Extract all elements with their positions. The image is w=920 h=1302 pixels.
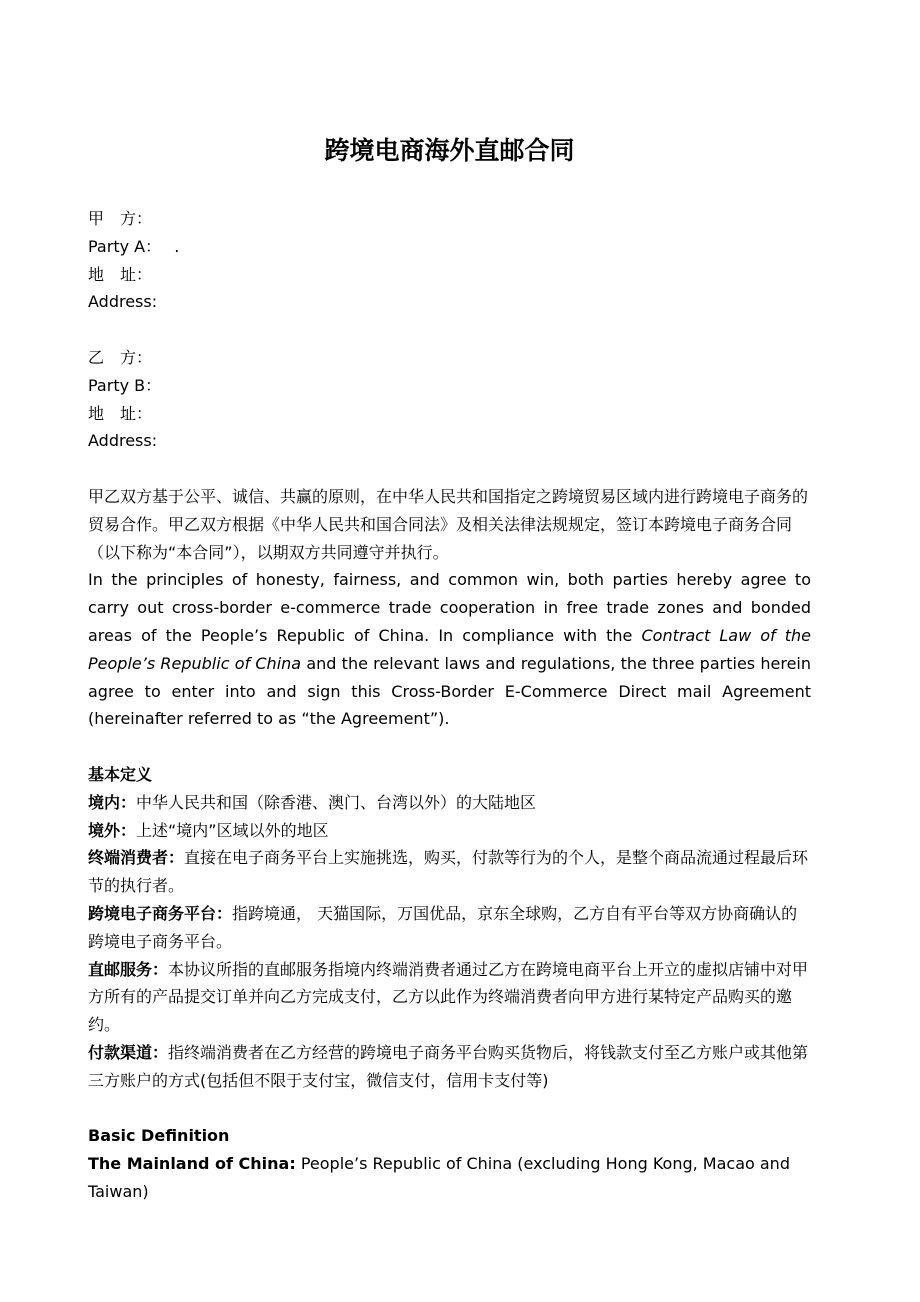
definition-text: People’s Republic of China (excluding Hong Kong, Macao and Taiwan) — [88, 1153, 790, 1201]
preamble-en-italic: Contract Law of the People’s Republic of China — [88, 625, 811, 673]
preamble-en-part2: and the relevant laws and regulations, the three parties herein agree to enter into and sign this Cross-Border E-Commerce Direct mail Agreement (hereinafter referred to as “the Agreement”). — [88, 653, 811, 729]
definition-text: 直接在电子商务平台上实施挑选，购买，付款等行为的个人，是整个商品流通过程最后环节的执行者。 — [88, 848, 809, 896]
definition-item — [88, 789, 811, 817]
definition-item — [88, 844, 811, 900]
party-a-cn-label: 甲 方： — [88, 209, 153, 228]
definitions-en-heading: Basic Definition — [88, 1126, 230, 1145]
definitions-cn-heading: 基本定义 — [88, 765, 153, 784]
preamble-cn: 甲乙双方基于公平、诚信、共赢的原则，在中华人民共和国指定之跨境贸易区域内进行跨境电子商务的贸易合作。甲乙双方根据《中华人民共和国合同法》及相关法律法规规定，签订本跨境电子商务合同（以下称为“本合同”），以期双方共同遵守并执行。 — [88, 487, 809, 562]
definition-term: 终端消费者： — [88, 848, 185, 868]
party-b-address-cn-label: 地 址： — [88, 403, 153, 423]
party-b-address-en-label: Address: — [88, 431, 158, 451]
definition-term: 直邮服务： — [88, 959, 169, 979]
party-a-address-cn-label: 地 址： — [88, 264, 153, 284]
party-b-en-label: Party B： — [88, 375, 162, 395]
definition-text: 指跨境通， 天猫国际，万国优品，京东全球购，乙方自有平台等双方协商确认的跨境电子商务平台。 — [88, 903, 798, 951]
definition-term: 跨境电子商务平台： — [88, 903, 233, 923]
document-title: 跨境电商海外直邮合同 — [324, 136, 575, 165]
definition-term: 境内： — [88, 792, 137, 812]
definition-term: 境外： — [88, 820, 137, 840]
definitions-en-section — [88, 1122, 811, 1205]
definitions-cn-section — [88, 761, 811, 1095]
definition-term: 付款渠道： — [88, 1042, 169, 1062]
preamble-en-part1: In the principles of honesty, fairness, and common win, both parties hereby agree to carry out cross-border e-commerce trade cooperation in free trade zones and bonded areas of the People’s Republic of China. In compliance with the — [88, 570, 811, 645]
party-a-en-line — [88, 233, 811, 261]
party-b-cn-label: 乙 方： — [88, 348, 153, 367]
definition-text: 本协议所指的直邮服务指境内终端消费者通过乙方在跨境电商平台上开立的虚拟店铺中对甲方所有的产品提交订单并向乙方完成支付，乙方以此作为终端消费者向甲方进行某特定产品购买的邀约。 — [88, 959, 809, 1035]
definition-item — [88, 1150, 811, 1206]
definition-text: 中华人民共和国（除香港、澳门、台湾以外）的大陆地区 — [136, 792, 537, 812]
preamble-en — [88, 566, 811, 733]
party-a-address-en-label: Address: — [88, 292, 158, 312]
definition-item — [88, 956, 811, 1039]
preamble-section — [88, 483, 811, 733]
definition-item — [88, 817, 811, 845]
party-a-en-label: Party A： — [88, 236, 162, 256]
definition-item — [88, 900, 811, 956]
definition-term: The Mainland of China: — [88, 1153, 296, 1173]
definition-item — [88, 1039, 811, 1095]
definition-text: 指终端消费者在乙方经营的跨境电子商务平台购买货物后，将钱款支付至乙方账户或其他第三方账户的方式(包括但不限于支付宝，微信支付，信用卡支付等) — [88, 1042, 809, 1090]
definition-text: 上述“境内”区域以外的地区 — [136, 820, 329, 840]
party-a-en-value: . — [174, 236, 180, 256]
party-b-block — [88, 344, 811, 455]
party-a-block — [88, 205, 811, 316]
